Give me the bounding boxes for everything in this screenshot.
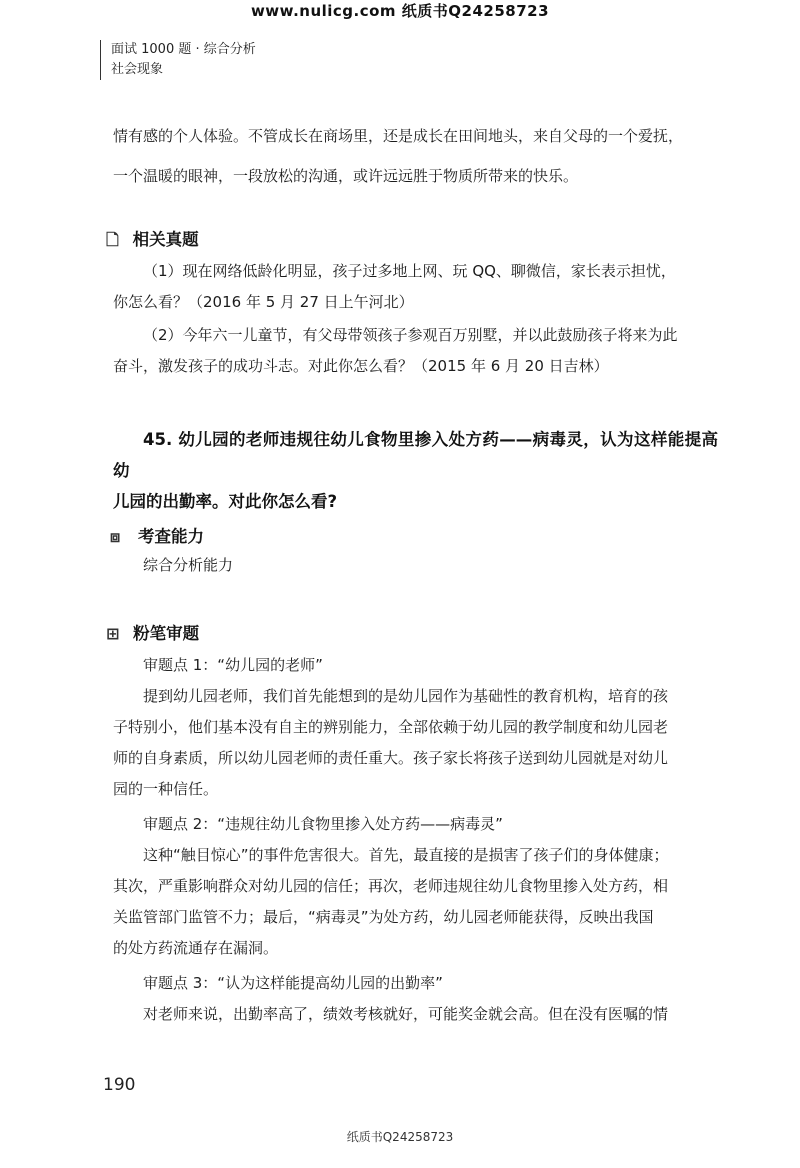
question-45 — [113, 424, 718, 517]
related-item-line: 奋斗，激发孩子的成功斗志。对此你怎么看？（2015 年 6 月 20 日吉林） — [113, 357, 609, 375]
analysis-line: 师的自身素质，所以幼儿园老师的责任重大。孩子家长将孩子送到幼儿园就是对幼儿 — [113, 749, 669, 767]
analysis-line: 关监管部门监管不力；最后，“病毒灵”为处方药，幼儿园老师能获得，反映出我国 — [113, 908, 654, 926]
intro-paragraph — [113, 121, 718, 192]
ability-value: 综合分析能力 — [143, 556, 234, 574]
intro-line: 一个温暖的眼神，一段放松的沟通，或许远远胜于物质所带来的快乐。 — [113, 167, 579, 185]
related-list — [113, 256, 718, 382]
related-section-heading — [106, 226, 199, 256]
related-item-line: （1）现在网络低龄化明显，孩子过多地上网、玩 QQ、聊微信，家长表示担忧， — [143, 262, 676, 280]
analysis-point-heading: 审题点 1：“幼儿园的老师” — [143, 656, 323, 674]
running-head-subtitle: 社会现象 — [111, 62, 164, 77]
analysis-line: 的处方药流通存在漏洞。 — [113, 939, 279, 957]
analysis-line: 园的一种信任。 — [113, 780, 219, 798]
question-line: 儿园的出勤率。对此你怎么看? — [113, 492, 338, 511]
intro-line: 情有感的个人体验。不管成长在商场里，还是成长在田间地头，来自父母的一个爱抚， — [113, 127, 684, 145]
analysis-line: 这种“触目惊心”的事件危害很大。首先，最直接的是损害了孩子们的身体健康； — [143, 846, 669, 864]
target-icon: ⧈ — [110, 527, 121, 546]
question-line: 45. 幼儿园的老师违规往幼儿食物里掺入处方药——病毒灵，认为这样能提高幼 — [113, 430, 718, 480]
ability-title: 考查能力 — [137, 527, 204, 546]
analysis-line: 提到幼儿园老师，我们首先能想到的是幼儿园作为基础性的教育机构，培育的孩 — [143, 687, 669, 705]
related-item-line: 你怎么看？（2016 年 5 月 27 日上午河北） — [113, 293, 414, 311]
watermark-top: www.nulicg.com 纸质书Q24258723 — [250, 2, 550, 20]
analysis-line: 子特别小，他们基本没有自主的辨别能力，全部依赖于幼儿园的教学制度和幼儿园老 — [113, 718, 669, 736]
analysis-point-heading: 审题点 3：“认为这样能提高幼儿园的出勤率” — [143, 974, 443, 992]
chalk-icon: ⊞ — [106, 624, 120, 643]
analysis-title: 粉笔审题 — [133, 624, 200, 643]
related-item — [113, 320, 718, 382]
document-icon: 🗋 — [106, 230, 119, 249]
running-head-title: 面试 1000 题 · 综合分析 — [111, 42, 256, 57]
analysis-section-heading — [106, 620, 199, 644]
analysis-line: 其次，严重影响群众对幼儿园的信任；再次，老师违规往幼儿食物里掺入处方药，相 — [113, 877, 669, 895]
analysis-point-heading: 审题点 2：“违规往幼儿食物里掺入处方药——病毒灵” — [143, 815, 503, 833]
watermark-bottom: 纸质书Q24258723 — [346, 1130, 454, 1144]
analysis-line: 对老师来说，出勤率高了，绩效考核就好，可能奖金就会高。但在没有医嘱的情 — [143, 1005, 669, 1023]
related-item — [113, 256, 718, 318]
running-head — [100, 40, 256, 80]
page-number: 190 — [103, 1075, 136, 1095]
related-item-line: （2）今年六一儿童节，有父母带领孩子参观百万别墅，并以此鼓励孩子将来为此 — [143, 326, 678, 344]
related-title: 相关真题 — [132, 230, 199, 249]
analysis-body — [113, 650, 718, 1030]
ability-section-heading — [110, 523, 204, 547]
